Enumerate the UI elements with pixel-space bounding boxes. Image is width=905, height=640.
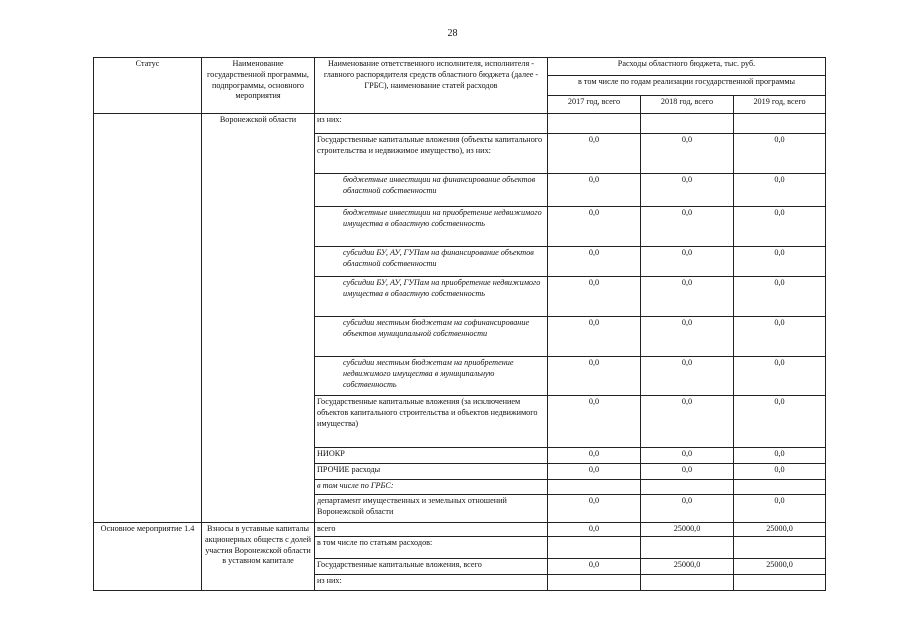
header-year-2018: 2018 год, всего — [641, 96, 734, 114]
value-2019: 0,0 — [734, 174, 826, 207]
value-2018: 0,0 — [641, 207, 734, 247]
header-by-years: в том числе по годам реализации государственной программы — [548, 76, 826, 96]
value-2018 — [641, 537, 734, 559]
header-executor: Наименование ответственного исполнителя, исполнителя - главного распорядителя средств областного бюджета (далее - ГРБС), наименование статей расходов — [315, 58, 548, 114]
value-2019: 0,0 — [734, 464, 826, 480]
value-2019: 0,0 — [734, 277, 826, 317]
value-2018: 25000,0 — [641, 559, 734, 575]
table-row-label: всего — [315, 523, 548, 537]
value-2019: 0,0 — [734, 134, 826, 174]
table-row-label: Государственные капитальные вложения (объекты капитального строительства и недвижимое имущество), из них: — [315, 134, 548, 174]
value-2019 — [734, 114, 826, 134]
block2-status: Основное мероприятие 1.4 — [94, 523, 202, 591]
value-2017 — [548, 114, 641, 134]
value-2017: 0,0 — [548, 247, 641, 277]
value-2017 — [548, 575, 641, 591]
table-row-label: в том числе по ГРБС: — [315, 480, 548, 495]
block2-program-name: Взносы в уставные капиталы акционерных обществ с долей участия Воронежской области в уставном капитале — [202, 523, 315, 591]
header-status: Статус — [94, 58, 202, 114]
table-row-label: из них: — [315, 575, 548, 591]
value-2018: 0,0 — [641, 277, 734, 317]
table-row-label: бюджетные инвестиции на финансирование объектов областной собственности — [315, 174, 548, 207]
table-row-label: субсидии БУ, АУ, ГУПам на приобретение недвижимого имущества в областную собственность — [315, 277, 548, 317]
value-2017: 0,0 — [548, 495, 641, 523]
value-2019 — [734, 480, 826, 495]
value-2017 — [548, 537, 641, 559]
table-row-label: Государственные капитальные вложения, всего — [315, 559, 548, 575]
value-2017: 0,0 — [548, 134, 641, 174]
value-2019 — [734, 537, 826, 559]
value-2018 — [641, 575, 734, 591]
table-row-label: из них: — [315, 114, 548, 134]
value-2018: 0,0 — [641, 357, 734, 396]
value-2018: 0,0 — [641, 464, 734, 480]
table-row-label: субсидии местным бюджетам на софинансирование объектов муниципальной собственности — [315, 317, 548, 357]
value-2017: 0,0 — [548, 448, 641, 464]
table-row-label: в том числе по статьям расходов: — [315, 537, 548, 559]
value-2019: 0,0 — [734, 495, 826, 523]
value-2018 — [641, 114, 734, 134]
table-row-label: бюджетные инвестиции на приобретение недвижимого имущества в областную собственность — [315, 207, 548, 247]
value-2017: 0,0 — [548, 357, 641, 396]
value-2017: 0,0 — [548, 277, 641, 317]
page-number: 28 — [447, 28, 458, 39]
value-2018: 0,0 — [641, 247, 734, 277]
block1-status — [94, 114, 202, 523]
table-row-label: субсидии местным бюджетам на приобретение недвижимого имущества в муниципальную собственность — [315, 357, 548, 396]
header-year-2017: 2017 год, всего — [548, 96, 641, 114]
budget-table — [93, 57, 826, 591]
value-2017: 0,0 — [548, 559, 641, 575]
value-2017: 0,0 — [548, 464, 641, 480]
value-2018: 0,0 — [641, 448, 734, 464]
value-2019 — [734, 575, 826, 591]
value-2018: 25000,0 — [641, 523, 734, 537]
value-2019: 0,0 — [734, 448, 826, 464]
header-expenses: Расходы областного бюджета, тыс. руб. — [548, 58, 826, 76]
value-2019: 0,0 — [734, 207, 826, 247]
value-2019: 25000,0 — [734, 559, 826, 575]
value-2018: 0,0 — [641, 495, 734, 523]
value-2018 — [641, 480, 734, 495]
table-row-label: субсидии БУ, АУ, ГУПам на финансирование объектов областной собственности — [315, 247, 548, 277]
table-row-label: ПРОЧИЕ расходы — [315, 464, 548, 480]
table-row-label: департамент имущественных и земельных отношений Воронежской области — [315, 495, 548, 523]
value-2017 — [548, 480, 641, 495]
value-2018: 0,0 — [641, 174, 734, 207]
value-2018: 0,0 — [641, 317, 734, 357]
value-2019: 0,0 — [734, 396, 826, 448]
value-2019: 0,0 — [734, 247, 826, 277]
value-2019: 0,0 — [734, 357, 826, 396]
header-program-name: Наименование государственной программы, подпрограммы, основного мероприятия — [202, 58, 315, 114]
value-2019: 0,0 — [734, 317, 826, 357]
table-row-label: НИОКР — [315, 448, 548, 464]
value-2018: 0,0 — [641, 134, 734, 174]
value-2017: 0,0 — [548, 523, 641, 537]
value-2017: 0,0 — [548, 396, 641, 448]
value-2018: 0,0 — [641, 396, 734, 448]
header-year-2019: 2019 год, всего — [734, 96, 826, 114]
block1-program-name: Воронежской области — [202, 114, 315, 523]
value-2017: 0,0 — [548, 317, 641, 357]
table-row-label: Государственные капитальные вложения (за исключением объектов капитального строительства и объектов недвижимого имущества) — [315, 396, 548, 448]
value-2017: 0,0 — [548, 207, 641, 247]
value-2019: 25000,0 — [734, 523, 826, 537]
value-2017: 0,0 — [548, 174, 641, 207]
